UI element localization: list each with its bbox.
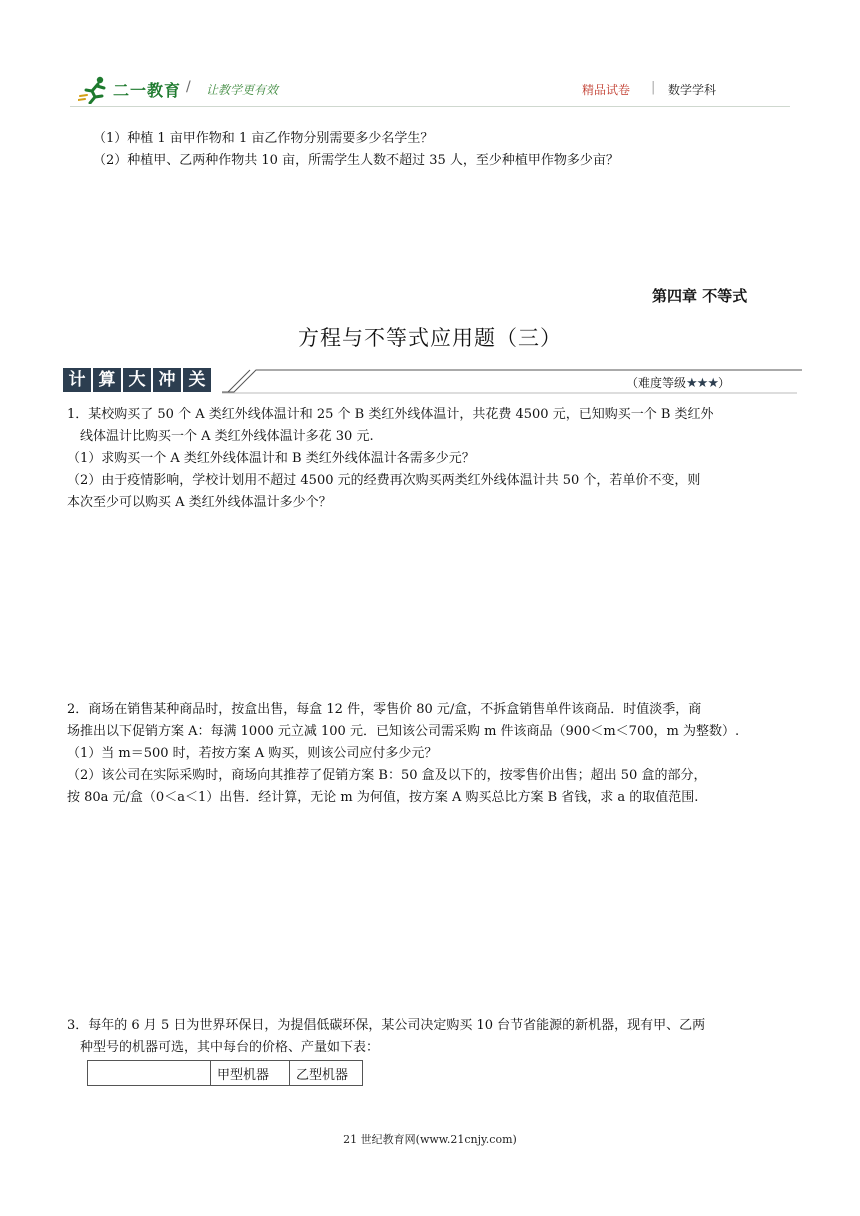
banner-char: 大	[123, 368, 151, 392]
header-rule	[70, 106, 790, 107]
q2-line-2: 场推出以下促销方案 A：每满 1000 元立减 100 元．已知该公司需采购 m 件该商品（900＜m＜700，m 为整数）.	[67, 724, 740, 739]
q1-part-2: （2）由于疫情影响，学校计划用不超过 4500 元的经费再次购买两类红外线体温计共 50 个，若单价不变，则	[67, 473, 701, 488]
top-question-2: （2）种植甲、乙两种作物共 10 亩，所需学生人数不超过 35 人，至少种植甲作物多少亩？	[93, 153, 619, 168]
table-row	[88, 1061, 363, 1086]
section-banner	[63, 368, 211, 392]
table-header-cell: 乙型机器	[290, 1061, 363, 1086]
banner-char: 关	[183, 368, 211, 392]
q1-line-1: 1．某校购买了 50 个 A 类红外线体温计和 25 个 B 类红外线体温计，共花费 4500 元，已知购买一个 B 类红外	[67, 407, 714, 422]
logo-slogan: 让教学更有效	[206, 83, 279, 97]
page-title: 方程与不等式应用题（三）	[298, 326, 562, 350]
logo-separator: /	[186, 79, 191, 95]
banner-char: 计	[63, 368, 91, 392]
page-footer: 21 世纪教育网(www.21cnjy.com)	[343, 1133, 517, 1146]
q1-part-1: （1）求购买一个 A 类红外线体温计和 B 类红外线体温计各需多少元？	[67, 451, 475, 466]
q3-line-1: 3．每年的 6 月 5 日为世界环保日，为提倡低碳环保，某公司决定购买 10 台节省能源的新机器，现有甲、乙两	[67, 1018, 706, 1033]
q2-part-2: （2）该公司在实际采购时，商场向其推荐了促销方案 B：50 盒及以下的，按零售价出售；超出 50 盒的部分，	[67, 768, 707, 783]
q2-part-2-cont: 按 80a 元/盒（0＜a＜1）出售．经计算，无论 m 为何值，按方案 A 购买总比方案 B 省钱，求 a 的取值范围.	[67, 790, 699, 805]
chapter-heading: 第四章 不等式	[652, 287, 748, 305]
runner-logo-icon	[78, 76, 110, 104]
q2-line-1: 2．商场在销售某种商品时，按盒出售，每盒 12 件，零售价 80 元/盒，不拆盒销售单件该商品．时值淡季，商	[67, 702, 702, 717]
q2-part-1: （1）当 m＝500 时，若按方案 A 购买，则该公司应付多少元？	[67, 746, 438, 761]
q3-line-2: 种型号的机器可选，其中每台的价格、产量如下表：	[80, 1040, 380, 1055]
header-label: 精品试卷	[582, 83, 631, 97]
difficulty-label: （难度等级	[626, 376, 687, 390]
machine-table	[87, 1060, 363, 1086]
table-header-cell: 甲型机器	[211, 1061, 290, 1086]
header-subject: 数学学科	[668, 83, 717, 97]
difficulty-rating	[626, 374, 730, 391]
banner-char: 算	[93, 368, 121, 392]
q1-part-2-cont: 本次至少可以购买 A 类红外线体温计多少个？	[67, 495, 332, 510]
table-header-cell	[88, 1061, 211, 1086]
top-question-1: （1）种植 1 亩甲作物和 1 亩乙作物分别需要多少名学生？	[93, 131, 434, 146]
logo-text: 二一教育	[113, 81, 182, 100]
header-divider: |	[651, 80, 656, 95]
star-rating-icon: ★★★	[686, 376, 718, 391]
difficulty-close: ）	[717, 376, 730, 390]
q1-line-2: 线体温计比购买一个 A 类红外线体温计多花 30 元.	[80, 429, 374, 444]
banner-char: 冲	[153, 368, 181, 392]
